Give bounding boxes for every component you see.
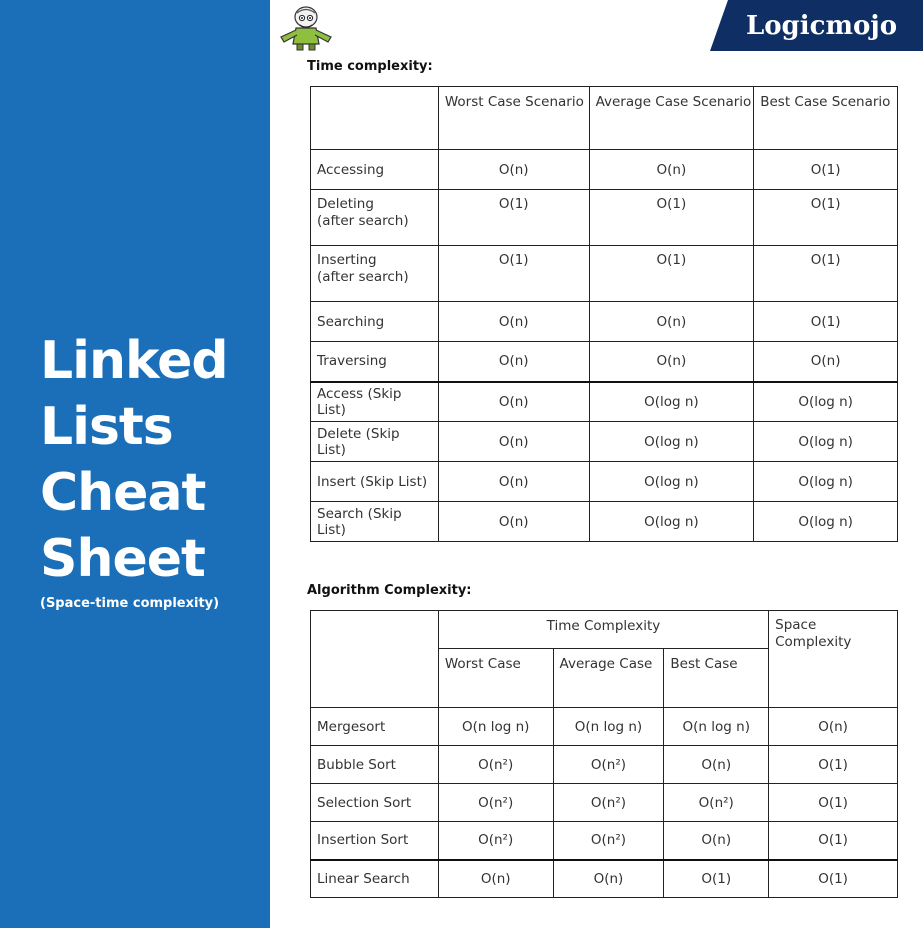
title-line: Sheet [40,529,205,589]
operation-line: Deleting [317,196,374,212]
title-line: Lists [40,397,173,457]
header-cell: Average Case [553,649,664,708]
time-complexity-header: Time Complexity [438,611,768,649]
algorithm-cell: Linear Search [311,860,439,898]
table-row [311,860,898,898]
table-row [311,190,898,246]
worst-cell: O(n) [438,462,589,502]
worst-cell: O(n) [438,302,589,342]
table-row [311,822,898,860]
algorithm-cell: Bubble Sort [311,746,439,784]
best-cell: O(log n) [754,502,898,542]
average-cell: O(log n) [589,502,754,542]
operation-cell: Access (Skip List) [311,382,439,422]
worst-cell: O(1) [438,246,589,302]
title-line: Cheat [40,463,206,523]
algorithm-complexity-title: Algorithm Complexity: [307,583,472,598]
worst-cell: O(n²) [438,784,553,822]
space-cell: O(1) [769,860,898,898]
page-title [40,328,228,592]
header-cell: Average Case Scenario [589,87,754,150]
operation-cell: Insert (Skip List) [311,462,439,502]
header-cell: Best Case Scenario [754,87,898,150]
space-header-line: Complexity [775,634,852,650]
best-cell: O(1) [754,302,898,342]
header-cell-empty [311,611,439,708]
operation-cell: Traversing [311,342,439,382]
worst-cell: O(n) [438,860,553,898]
time-complexity-table [310,86,898,542]
header-cell: Worst Case Scenario [438,87,589,150]
table-row [311,150,898,190]
best-cell: O(n) [664,822,769,860]
average-cell: O(n²) [553,746,664,784]
average-cell: O(n log n) [553,708,664,746]
operation-cell: Searching [311,302,439,342]
best-cell: O(1) [754,190,898,246]
average-cell: O(1) [589,190,754,246]
best-cell: O(n) [754,342,898,382]
space-cell: O(1) [769,822,898,860]
average-cell: O(n²) [553,784,664,822]
best-cell: O(1) [754,246,898,302]
best-cell: O(1) [664,860,769,898]
table-row [311,302,898,342]
space-cell: O(1) [769,746,898,784]
average-cell: O(n) [553,860,664,898]
average-cell: O(log n) [589,462,754,502]
worst-cell: O(n) [438,342,589,382]
page-subtitle: (Space-time complexity) [40,596,220,611]
operation-cell: Accessing [311,150,439,190]
table-header-row [311,87,898,150]
algorithm-cell: Mergesort [311,708,439,746]
table-row [311,382,898,422]
average-cell: O(n) [589,150,754,190]
time-complexity-title: Time complexity: [307,59,433,74]
worst-cell: O(1) [438,190,589,246]
average-cell: O(n) [589,342,754,382]
table-row [311,784,898,822]
title-line: Linked [40,331,228,391]
table-row [311,422,898,462]
average-cell: O(n) [589,302,754,342]
algorithm-complexity-table [310,610,898,898]
space-header-line: Space [775,617,817,633]
worst-cell: O(n) [438,502,589,542]
average-cell: O(log n) [589,382,754,422]
header-cell: Worst Case [438,649,553,708]
table-row [311,708,898,746]
worst-cell: O(n log n) [438,708,553,746]
operation-line: (after search) [317,269,409,285]
header-cell-empty [311,87,439,150]
sidebar-panel [0,0,270,928]
space-cell: O(n) [769,708,898,746]
space-cell: O(1) [769,784,898,822]
average-cell: O(log n) [589,422,754,462]
worst-cell: O(n) [438,422,589,462]
worst-cell: O(n) [438,382,589,422]
algorithm-cell: Insertion Sort [311,822,439,860]
operation-cell [311,190,439,246]
best-cell: O(log n) [754,382,898,422]
worst-cell: O(n²) [438,822,553,860]
operation-cell: Delete (Skip List) [311,422,439,462]
logicmojo-logo [710,0,923,51]
operation-cell [311,246,439,302]
operation-cell: Search (Skip List) [311,502,439,542]
worst-cell: O(n²) [438,746,553,784]
table-row [311,246,898,302]
operation-line: (after search) [317,213,409,229]
average-cell: O(n²) [553,822,664,860]
operation-line: Inserting [317,252,377,268]
table-row [311,746,898,784]
best-cell: O(n²) [664,784,769,822]
best-cell: O(1) [754,150,898,190]
average-cell: O(1) [589,246,754,302]
best-cell: O(n) [664,746,769,784]
table-header-row [311,611,898,649]
algorithm-cell: Selection Sort [311,784,439,822]
space-complexity-header [769,611,898,708]
table-row [311,462,898,502]
best-cell: O(log n) [754,422,898,462]
best-cell: O(log n) [754,462,898,502]
worst-cell: O(n) [438,150,589,190]
header-cell: Best Case [664,649,769,708]
cartoon-mascot-icon [275,4,337,52]
best-cell: O(n log n) [664,708,769,746]
table-row [311,502,898,542]
table-row [311,342,898,382]
brand-name: Logicmojo [745,10,898,41]
